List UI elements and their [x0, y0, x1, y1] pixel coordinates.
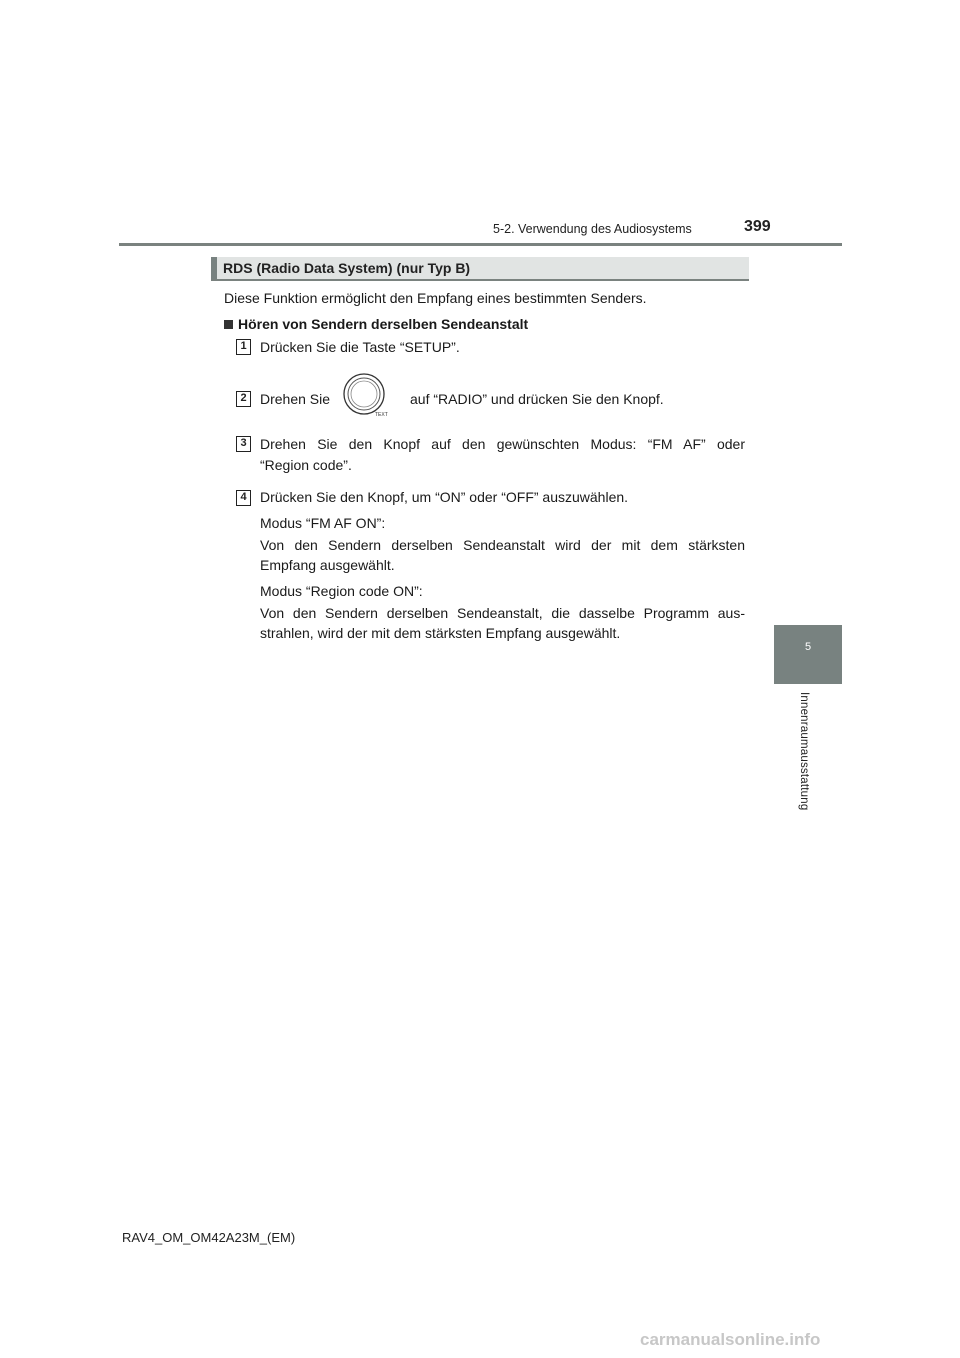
chapter-tab: [774, 625, 842, 684]
section-title-accent: [211, 257, 217, 279]
square-bullet-icon: [224, 320, 233, 329]
chapter-tab-label: Innenraumausstattung: [798, 692, 810, 811]
page-number: 399: [744, 218, 771, 235]
watermark[interactable]: carmanualsonline.info: [640, 1330, 821, 1349]
step-number-3: 3: [236, 436, 251, 452]
knob-label: TEXT: [375, 412, 388, 418]
running-header-section: 5-2. Verwendung des Audiosystems: [493, 222, 692, 236]
mode-fm-af-line-2: Empfang ausgewählt.: [260, 557, 395, 573]
tune-knob-icon: [342, 372, 392, 418]
step-3-line-1: Drehen Sie den Knopf auf den gewünschten Modus: “FM AF” oder: [260, 436, 745, 452]
step-number-2: 2: [236, 391, 251, 407]
subheading: [224, 316, 528, 332]
section-title-bar: [211, 257, 749, 281]
step-2-text-before: Drehen Sie: [260, 391, 331, 407]
step-3-line-2: “Region code”.: [260, 457, 352, 473]
chapter-tab-number: 5: [804, 641, 812, 653]
step-4-text: Drücken Sie den Knopf, um “ON” oder “OFF” auszuwählen.: [260, 489, 629, 505]
mode-region-code-line-2: strahlen, wird der mit dem stärksten Empfang ausgewählt.: [260, 625, 621, 641]
section-title: RDS (Radio Data System) (nur Typ B): [223, 260, 471, 276]
mode-region-code-title: Modus “Region code ON”:: [260, 583, 423, 599]
section-intro: Diese Funktion ermöglicht den Empfang eines bestimmten Senders.: [224, 290, 647, 306]
subheading-text: Hören von Sendern derselben Sendeanstalt: [238, 316, 529, 332]
mode-region-code-line-1: Von den Sendern derselben Sendeanstalt, die dasselbe Programm aus-: [260, 605, 745, 621]
mode-fm-af-title: Modus “FM AF ON”:: [260, 515, 386, 531]
step-number-1: 1: [236, 339, 251, 355]
step-number-4: 4: [236, 490, 251, 506]
mode-fm-af-line-1: Von den Sendern derselben Sendeanstalt wird der mit dem stärksten: [260, 537, 745, 553]
header-rule: [119, 243, 842, 246]
step-2-text-after: auf “RADIO” und drücken Sie den Knopf.: [410, 391, 664, 407]
document-code: RAV4_OM_OM42A23M_(EM): [122, 1230, 296, 1245]
step-1-text: Drücken Sie die Taste “SETUP”.: [260, 339, 460, 355]
